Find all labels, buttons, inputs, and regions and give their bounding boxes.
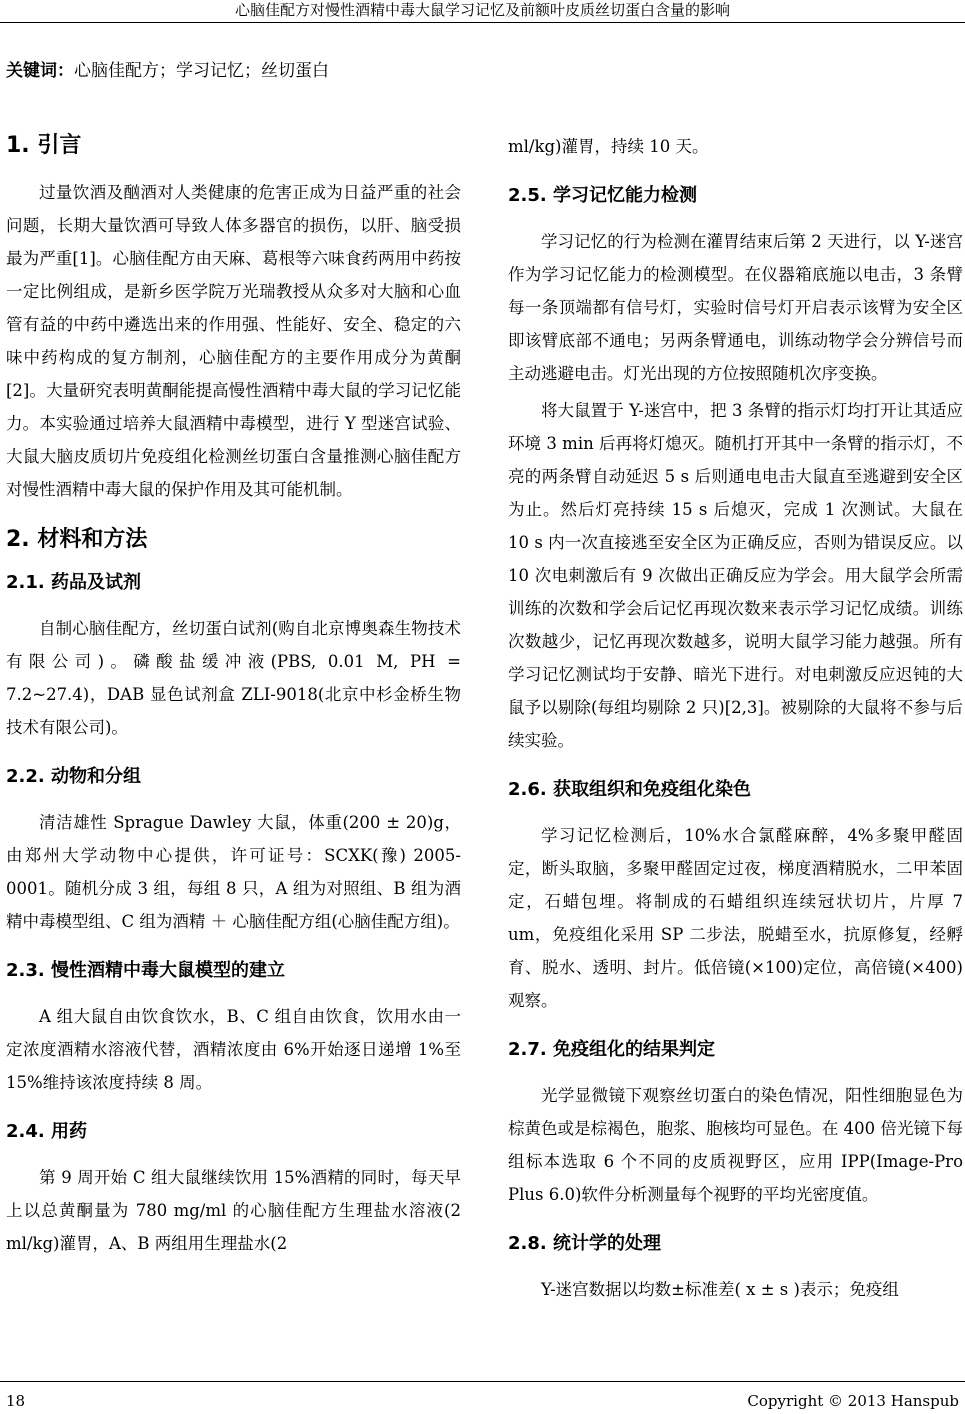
copyright-notice: Copyright © 2013 Hanspub bbox=[747, 1392, 959, 1410]
section-2-5-paragraph-2: 将大鼠置于 Y-迷宫中，把 3 条臂的指示灯均打开让其适应环境 3 min 后再将灯熄灭。随机打开其中一条臂的指示灯，不亮的两条臂自动延迟 5 s 后则通电电击大鼠直至逃避到安全区为止。然后灯亮持续 15 s 后熄灭，完成 1 次测试。大鼠在 10 s 内一次直接逃至安全区为正确反应，否则为错误反应。以 10 次电刺激后有 9 次做出正确反应为学会。用大鼠学会所需训练的次数和学会后记忆再现次数来表示学习记忆成绩。训练次数越少，记忆再现次数越多，说明大鼠学习能力越强。所有学习记忆测试均于安静、暗光下进行。对电刺激反应迟钝的大鼠予以剔除(每组均剔除 2 只)[2,3]。被剔除的大鼠将不参与后续实验。 bbox=[508, 401, 963, 750]
section-1-paragraph: 过量饮酒及酗酒对人类健康的危害正成为日益严重的社会问题，长期大量饮酒可导致人体多器官的损伤，以肝、脑受损最为严重[1]。心脑佳配方由天麻、葛根等六味食药两用中药按一定比例组成，是新乡医学院万光瑞教授从众多对大脑和心血管有益的中药中遴选出来的作用强、性能好、安全、稳定的六味中药构成的复方制剂，心脑佳配方的主要作用成分为黄酮[2]。大量研究表明黄酮能提高慢性酒精中毒大鼠的学习记忆能力。本实验通过培养大鼠酒精中毒模型，进行 Y 型迷宫试验、大鼠大脑皮质切片免疫组化检测丝切蛋白含量推测心脑佳配方对慢性酒精中毒大鼠的保护作用及其可能机制。 bbox=[6, 183, 461, 499]
keywords-text: 心脑佳配方；学习记忆；丝切蛋白 bbox=[74, 61, 329, 81]
section-2-5-title: 2.5. 学习记忆能力检测 bbox=[508, 185, 697, 206]
section-2-4-title: 2.4. 用药 bbox=[6, 1121, 87, 1142]
section-2-1-title: 2.1. 药品及试剂 bbox=[6, 572, 141, 593]
section-2-6-title: 2.6. 获取组织和免疫组化染色 bbox=[508, 779, 751, 800]
section-2-8-title: 2.8. 统计学的处理 bbox=[508, 1233, 661, 1254]
section-2-title: 2. 材料和方法 bbox=[6, 527, 148, 552]
section-2-5-paragraph-1: 学习记忆的行为检测在灌胃结束后第 2 天进行，以 Y-迷宫作为学习记忆能力的检测模型。在仪器箱底施以电击，3 条臂每一条顶端都有信号灯，实验时信号灯开启表示该臂为安全区即该臂底部不通电；另两条臂通电，训练动物学会分辨信号而主动逃避电击。灯光出现的方位按照随机次序变换。 bbox=[508, 232, 963, 383]
section-2-8-paragraph: Y-迷宫数据以均数±标准差( x ± s )表示；免疫组 bbox=[541, 1280, 899, 1299]
section-2-4-continuation: ml/kg)灌胃，持续 10 天。 bbox=[508, 137, 709, 156]
footer-rule bbox=[0, 1381, 965, 1382]
section-2-2-title: 2.2. 动物和分组 bbox=[6, 766, 141, 787]
section-2-7-title: 2.7. 免疫组化的结果判定 bbox=[508, 1039, 715, 1060]
section-2-1-paragraph: 自制心脑佳配方，丝切蛋白试剂(购自北京博奥森生物技术有限公司)。磷酸盐缓冲液(PBS, 0.01 M, PH = 7.2~27.4)，DAB 显色试剂盒 ZLI-9018(北京中杉金桥生物技术有限公司)。 bbox=[6, 619, 461, 737]
section-2-4-paragraph: 第 9 周开始 C 组大鼠继续饮用 15%酒精的同时，每天早上以总黄酮量为 780 mg/ml 的心脑佳配方生理盐水溶液(2 ml/kg)灌胃，A、B 两组用生理盐水(2 bbox=[6, 1168, 461, 1253]
section-2-2-paragraph: 清洁雄性 Sprague Dawley 大鼠，体重(200 ± 20)g，由郑州大学动物中心提供，许可证号：SCXK(豫) 2005-0001。随机分成 3 组，每组 8 只，A 组为对照组、B 组为酒精中毒模型组、C 组为酒精 ＋ 心脑佳配方组(心脑佳配方组)。 bbox=[6, 813, 461, 931]
left-column bbox=[6, 130, 461, 1260]
running-title: 心脑佳配方对慢性酒精中毒大鼠学习记忆及前额叶皮质丝切蛋白含量的影响 bbox=[234, 1, 730, 19]
section-2-7-paragraph: 光学显微镜下观察丝切蛋白的染色情况，阳性细胞显色为棕黄色或是棕褐色，胞浆、胞核均可显色。在 400 倍光镜下每组标本选取 6 个不同的皮质视野区，应用 IPP(Image-Pro Plus 6.0)软件分析测量每个视野的平均光密度值。 bbox=[508, 1086, 963, 1204]
keywords-line bbox=[6, 58, 329, 84]
section-2-3-title: 2.3. 慢性酒精中毒大鼠模型的建立 bbox=[6, 960, 285, 981]
page-number: 18 bbox=[6, 1392, 26, 1410]
right-column bbox=[508, 130, 963, 1306]
section-1-title: 1. 引言 bbox=[6, 133, 82, 158]
section-2-6-paragraph: 学习记忆检测后，10%水合氯醛麻醉，4%多聚甲醛固定，断头取脑，多聚甲醛固定过夜，梯度酒精脱水，二甲苯固定，石蜡包埋。将制成的石蜡组织连续冠状切片，片厚 7 um，免疫组化采用 SP 二步法，脱蜡至水，抗原修复，经孵育、脱水、透明、封片。低倍镜(×100)定位，高倍镜(×400)观察。 bbox=[508, 826, 963, 1010]
header-rule bbox=[0, 22, 965, 23]
section-2-3-paragraph: A 组大鼠自由饮食饮水，B、C 组自由饮食，饮用水由一定浓度酒精水溶液代替，酒精浓度由 6%开始逐日递增 1%至 15%维持该浓度持续 8 周。 bbox=[6, 1007, 461, 1092]
keywords-label: 关键词： bbox=[6, 61, 74, 81]
